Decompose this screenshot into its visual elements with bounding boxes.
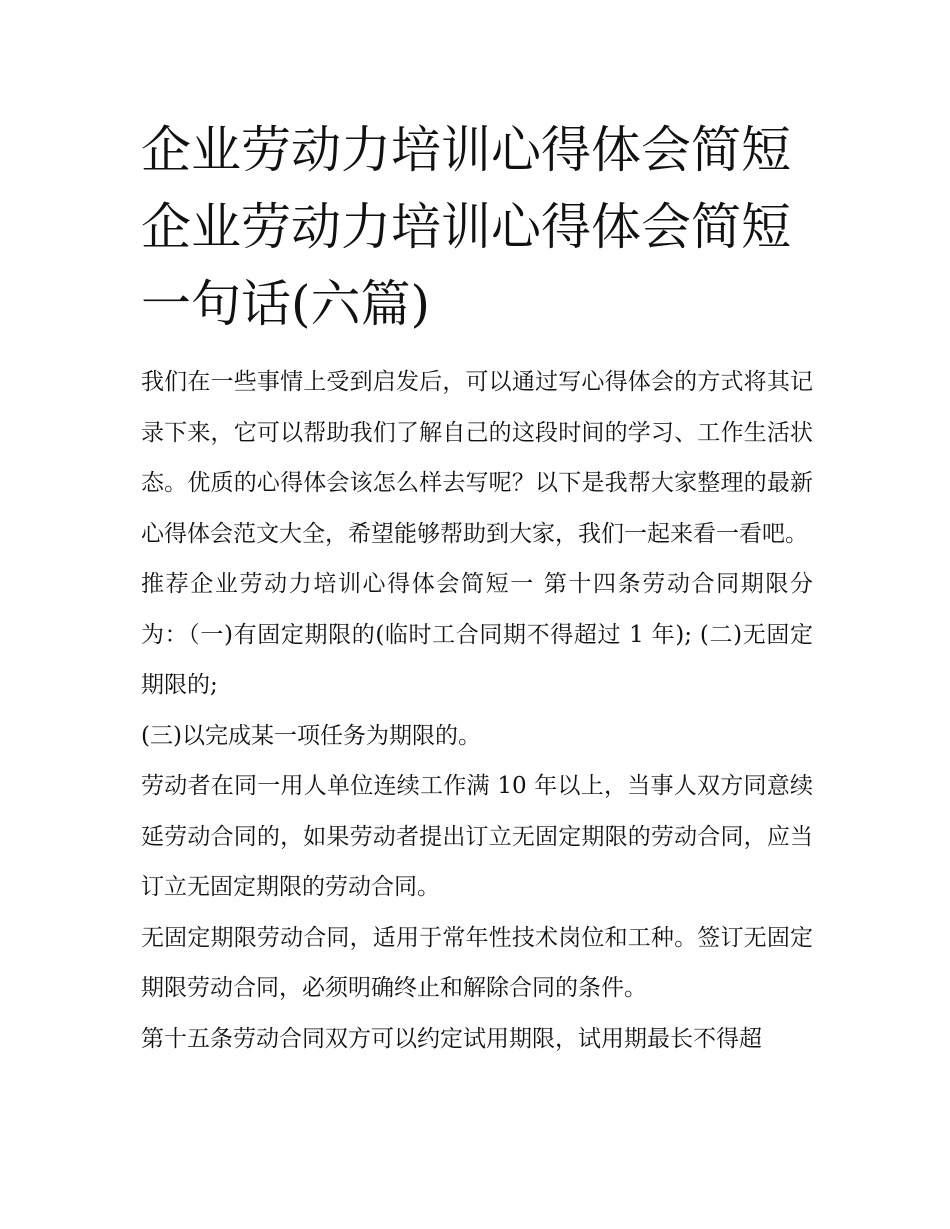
document-title: 企业劳动力培训心得体会简短企业劳动力培训心得体会简短一句话(六篇) bbox=[141, 121, 791, 333]
paragraph-intro: 我们在一些事情上受到启发后，可以通过写心得体会的方式将其记录下来，它可以帮助我们了解自己的这段时间的学习、工作生活状态。优质的心得体会该怎么样去写呢？以下是我帮大家整理的最新心得体会范文大全，希望能够帮助到大家，我们一起来看一看吧。 bbox=[141, 369, 813, 547]
paragraph-ten-years: 劳动者在同一用人单位连续工作满 10 年以上，当事人双方同意续延劳动合同的，如果劳动者提出订立无固定期限的劳动合同，应当订立无固定期限的劳动合同。 bbox=[141, 773, 813, 900]
paragraph-article-15: 第十五条劳动合同双方可以约定试用期限，试用期最长不得超 bbox=[141, 1025, 762, 1052]
document-page bbox=[141, 112, 813, 1064]
paragraph-item-3: (三)以完成某一项任务为期限的。 bbox=[141, 722, 481, 749]
paragraph-open-ended-contract: 无固定期限劳动合同，适用于常年性技术岗位和工种。签订无固定期限劳动合同，必须明确终止和解除合同的条件。 bbox=[141, 924, 813, 1001]
paragraph-article-14: 推荐企业劳动力培训心得体会简短一 第十四条劳动合同期限分为：（一)有固定期限的(临时工合同期不得超过 1 年); (二)无固定期限的; bbox=[141, 571, 813, 698]
